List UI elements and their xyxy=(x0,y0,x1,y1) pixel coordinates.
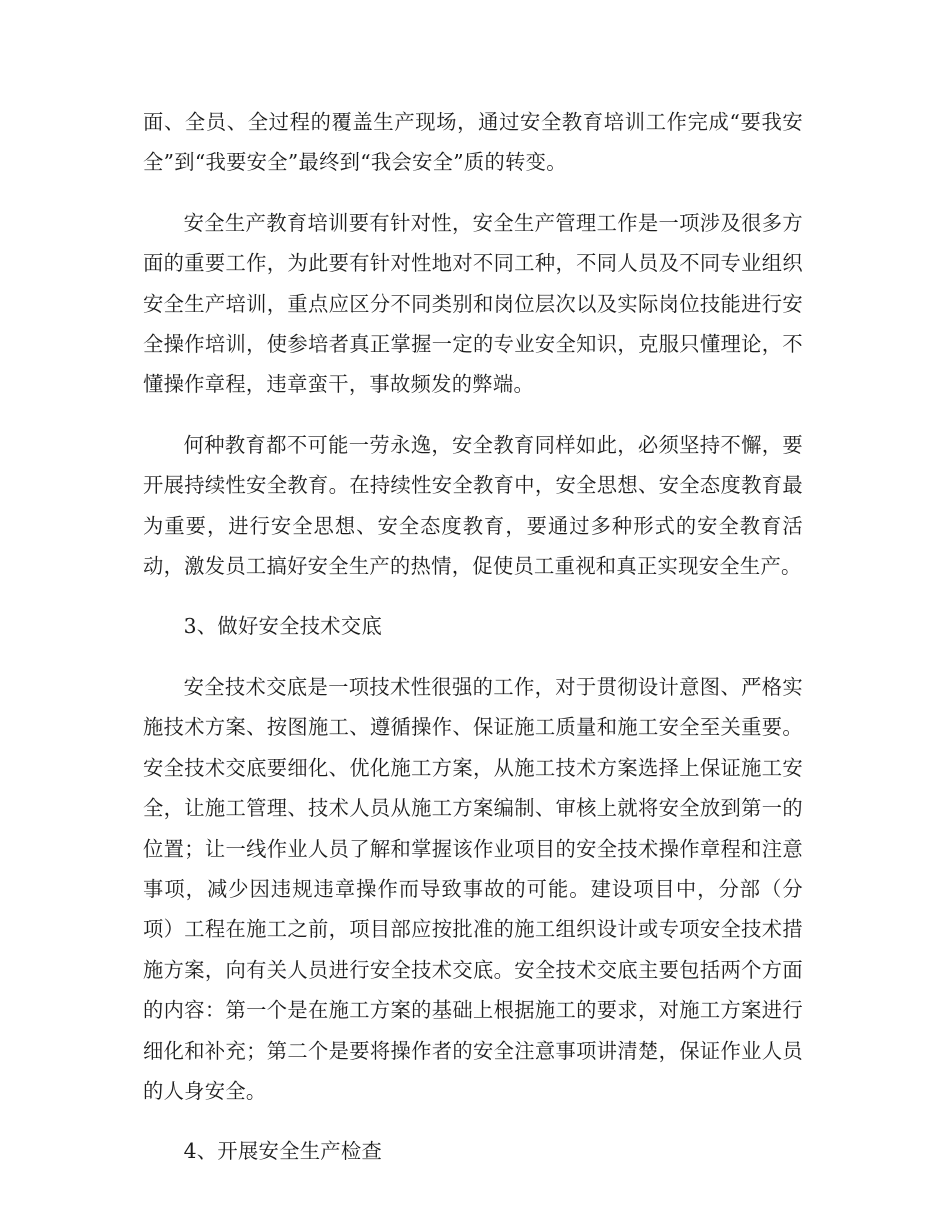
section-heading-4: 4、开展安全生产检查 xyxy=(183,1139,383,1164)
paragraph-continued: 面、全员、全过程的覆盖生产现场，通过安全教育培训工作完成“要我安全”到“我要安全”最终到“我会安全”质的转变。 xyxy=(143,110,803,175)
paragraph-targeted-training: 安全生产教育培训要有针对性，安全生产管理工作是一项涉及很多方面的重要工作，为此要有针对性地对不同工种，不同人员及不同专业组织安全生产培训，重点应区分不同类别和岗位层次以及实际岗位技能进行安全操作培训，使参培者真正掌握一定的专业安全知识，克服只懂理论，不懂操作章程，违章蛮干，事故频发的弊端。 xyxy=(143,210,803,397)
section-heading-3: 3、做好安全技术交底 xyxy=(183,614,383,639)
paragraph-technical-briefing: 安全技术交底是一项技术性很强的工作，对于贯彻设计意图、严格实施技术方案、按图施工、遵循操作、保证施工质量和施工安全至关重要。安全技术交底要细化、优化施工方案，从施工技术方案选择上保证施工安全，让施工管理、技术人员从施工方案编制、审核上就将安全放到第一的位置；让一线作业人员了解和掌握该作业项目的安全技术操作章程和注意事项，减少因违规违章操作而导致事故的可能。建设项目中，分部（分项）工程在施工之前，项目部应按批准的施工组织设计或专项安全技术措施方案，向有关人员进行安全技术交底。安全技术交底主要包括两个方面的内容：第一个是在施工方案的基础上根据施工的要求，对施工方案进行细化和补充；第二个是要将操作者的安全注意事项讲清楚，保证作业人员的人身安全。 xyxy=(143,674,803,1103)
paragraph-continuous-education: 何种教育都不可能一劳永逸，安全教育同样如此，必须坚持不懈，要开展持续性安全教育。在持续性安全教育中，安全思想、安全态度教育最为重要，进行安全思想、安全态度教育，要通过多种形式的安全教育活动，激发员工搞好安全生产的热情，促使员工重视和真正实现安全生产。 xyxy=(143,432,803,579)
document-page xyxy=(143,102,803,1192)
